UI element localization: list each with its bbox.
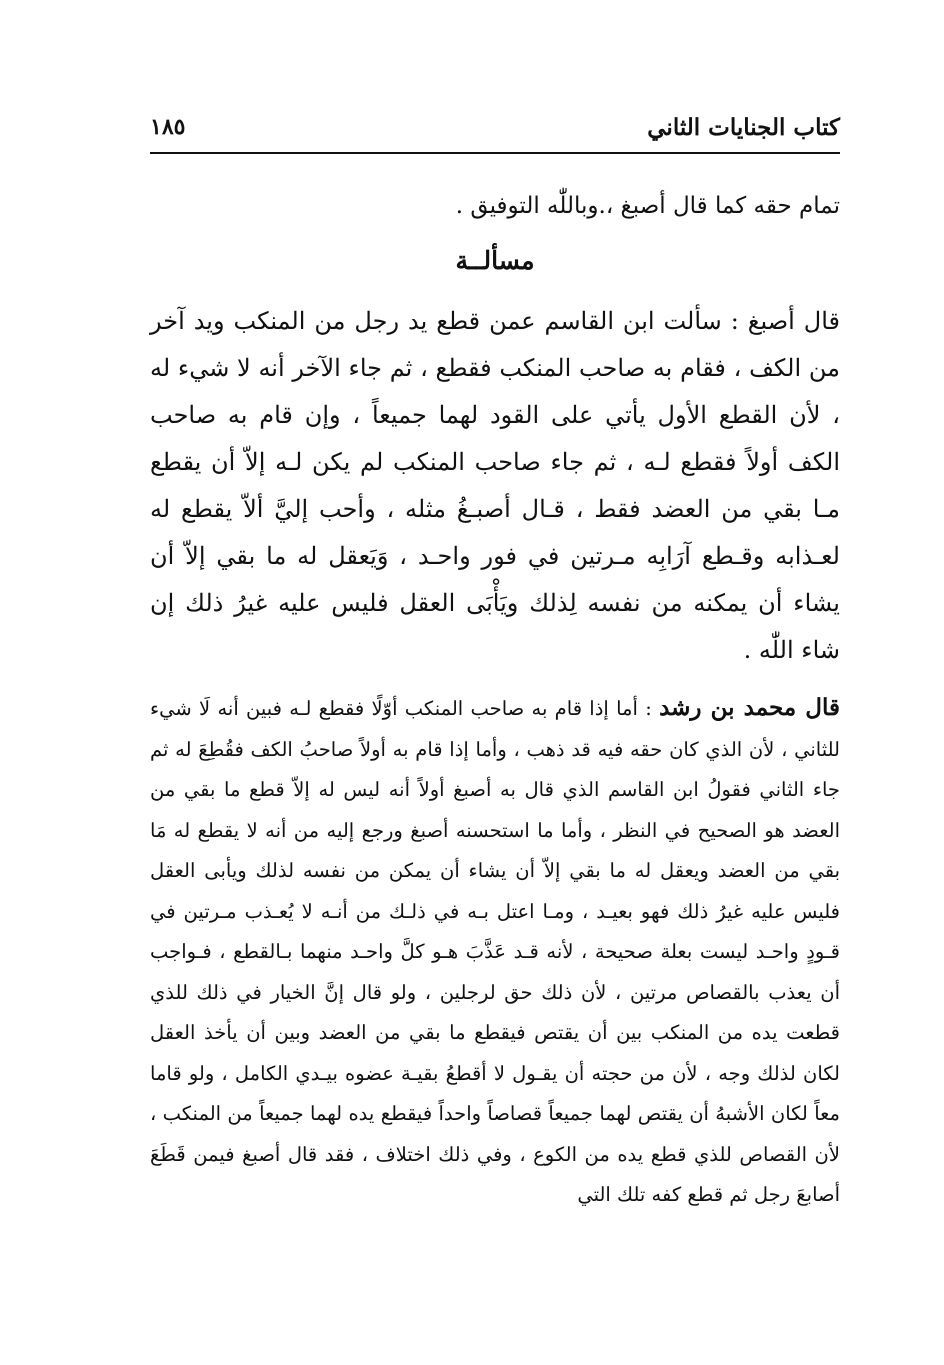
- commentary-paragraph: [150, 688, 840, 1216]
- header-divider: [150, 152, 840, 154]
- page-number: ١٨٥: [150, 114, 186, 140]
- page-header: [150, 114, 840, 154]
- section-title: مسألــة: [455, 246, 535, 275]
- commentator-name: قال محمد بن رشد: [659, 694, 840, 721]
- question-paragraph: قال أصبغ : سألت ابن القاسم عمن قطع يد رجل من المنكب ويد آخر من الكف ، فقام به صاحب المنكب فقطع ، ثم جاء الآخر أنه لا شيء له ، لأن القطع الأول يأتي على القود لهما جميعاً ، وإن قام به صاحب الكف أولاً فقطع لـه ، ثم جاء صاحب المنكب لم يكن لـه إلاّ أن يقطع مـا بقي من العضد فقط ، قـال أصبـغُ مثله ، وأحب إليَّ ألاّ يقطع له لعـذابه وقـطع آرَابِه مـرتين في فور واحـد ، وَيَعقل له ما بقي إلاّ أن يشاء أن يمكنه من نفسه لِذلك ويَأْبَى العقل فليس عليه غيرُ ذلك إن شاء اللّٰه .: [150, 307, 840, 664]
- intro-line: تمام حقه كما قال أصبغ ،.وباللّٰه التوفيق .: [455, 193, 840, 219]
- commentary-text: : أما إذا قام به صاحب المنكب أوّلًا فقطع لـه فبين أنه لَا شيء للثاني ، لأن الذي كان حقه فيه قد ذهب ، وأما إذا قام به أولاً صاحبُ الكف فقُطِعَ له ثم جاء الثاني فقولُ ابن القاسم الذي قال به أصبغ أولاً أنه ليس له إلاّ قطع ما بقي من العضد هو الصحيح في النظر ، وأما ما استحسنه أصبغ ورجع إليه من أنه لا يقطع له مَا بقي من العضد ويعقل له ما بقي إلاّ أن يشاء أن يمكن من نفسه لذلك ويأبى العقل فليس عليه غيرُ ذلك فهو بعيـد ، ومـا اعتل بـه في ذلـك من أنـه لا يُعـذب مـرتين في قـودٍ واحـد ليست بعلة صحيحة ، لأنه قـد عَذَّبَ هـو كلَّ واحـد منهما بـالقطع ، فـواجب أن يعذب بالقصاص مرتين ، لأن ذلك حق لرجلين ، ولو قال إنَّ الخيار في ذلك للذي قطعت يده من المنكب بين أن يقتص فيقطع ما بقي من العضد وبين أن يأخذ العقل لكان لذلك وجه ، لأن من حجته أن يقـول لا أقطعُ بقيـة عضوه بيـدي الكامل ، ولو قاما معاً لكان الأشبهُ أن يقتص لهما جميعاً قصاصاً واحداً فيقطع يده لهما جميعاً من المنكب ، لأن القصاص للذي قطع يده من الكوع ، وفي ذلك اختلاف ، فقد قال أصبغ فيمن قَطَعَ أصابعَ رجل ثم قطع كفه تلك التي: [150, 697, 840, 1206]
- running-title: كتاب الجنايات الثاني: [647, 114, 840, 141]
